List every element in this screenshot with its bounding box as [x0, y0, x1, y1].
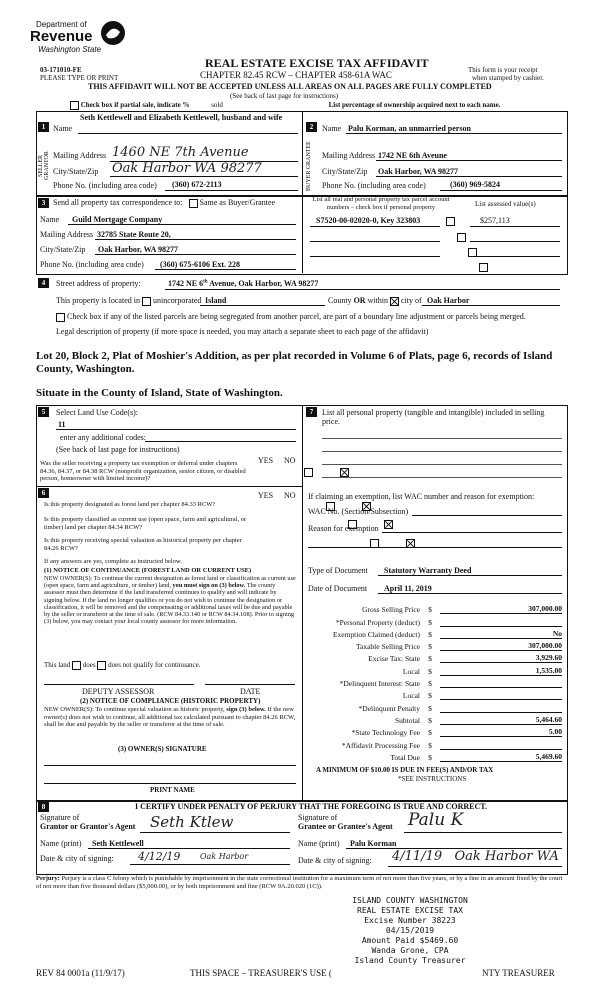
fee-currency: $ [428, 605, 432, 615]
corr-phone: (360) 675-6106 Ext. 228 [160, 260, 240, 269]
land-use-see-back: (See back of last page for instructions) [56, 445, 180, 454]
notice-2-body [44, 706, 296, 729]
seller-phone-line [165, 190, 298, 191]
grantor-date: 4/12/19 [138, 850, 181, 863]
section-3-badge: 3 [38, 198, 49, 208]
fee-label: *Delinquent Penalty [358, 703, 420, 713]
fee-row [306, 737, 562, 749]
seller-city: Oak Harbor WA 98277 [112, 161, 262, 176]
corr-name-label: Name [40, 215, 60, 224]
value-line [470, 256, 560, 257]
print-name-line [44, 783, 296, 784]
historic-question: Is this property receiving special valuation as historical property per chapter 84.26 RCW? [44, 537, 242, 552]
minimum-fee-note: A MINIMUM OF $10.00 IS DUE IN FEE(S) AND/OR TAX [316, 766, 494, 774]
s5-yes: YES [258, 456, 274, 465]
notice-2-c: If the new owner(s) does not wish to continue, all additional tax calculated pursuant to chapter 84.26 RCW, shall be due and payable by the seller or transferor at the time of sale. [44, 706, 296, 728]
corr-mailing-label: Mailing Address [40, 230, 94, 239]
wa-flag-icon [100, 20, 126, 46]
value-line [470, 241, 560, 242]
fee-value: 307,000.00 [440, 604, 562, 614]
treasurer-space-right: NTY TREASURER [482, 968, 555, 978]
grantor-date-line [130, 864, 290, 865]
section-5-badge: 5 [38, 407, 49, 417]
section-8-badge: 8 [38, 802, 49, 812]
rev-number: REV 84 0001a (11/9/17) [36, 968, 125, 978]
wac-line [412, 515, 562, 516]
fee-label: *Personal Property (deduct) [335, 617, 420, 627]
legal-label: Legal description of property (if more space is needed, you may attach a separate sheet to each page of the affidavit) [56, 327, 429, 336]
stamp-line: 04/15/2019 [385, 926, 435, 935]
grantee-sig-label-1: Signature of [298, 813, 338, 822]
grantee-date-line [388, 866, 562, 867]
within-city-checkbox[interactable] [390, 297, 399, 306]
street-address-rest: Avenue, Oak Harbor, WA 98277 [207, 279, 319, 288]
exemption-claim-label: If claiming an exemption, list WAC number and reason for exemption: [308, 492, 535, 501]
stamp-line: Amount Paid $5469.60 [361, 936, 459, 945]
corr-mailing-line [95, 239, 296, 240]
corr-city-label: City/State/Zip [40, 245, 86, 254]
fee-currency: $ [428, 691, 432, 701]
additional-codes-label: enter any additional codes: [60, 433, 146, 442]
fee-currency: $ [428, 728, 432, 738]
fee-label: Local [402, 691, 420, 701]
doc-type-value: Statutory Warranty Deed [384, 566, 472, 575]
grantee-sig-line [404, 832, 562, 833]
buyer-name-label: Name [322, 124, 342, 133]
fee-currency: $ [428, 752, 432, 762]
personal-property-checkbox-4[interactable] [479, 263, 488, 272]
does-label: does [82, 661, 96, 670]
reason-label: Reason for exemption [308, 524, 379, 533]
divider [302, 405, 303, 800]
correspondence-row [53, 198, 275, 208]
buyer-mailing-line [376, 160, 562, 161]
partial-sale-checkbox[interactable] [70, 101, 79, 110]
same-as-buyer-label: Same as Buyer/Grantee [199, 198, 276, 207]
land-use-label: Select Land Use Code(s): [56, 408, 138, 417]
fee-row [306, 688, 562, 700]
fee-table [306, 602, 562, 762]
seller-phone-label: Phone No. (including area code) [53, 181, 157, 190]
corr-phone-line [155, 269, 296, 270]
grantor-name-label: Name (print) [40, 839, 82, 848]
parcel-header: List all real and personal property tax parcel account numbers – check box if personal property [312, 196, 450, 211]
print-name-label: PRINT NAME [150, 786, 195, 794]
unincorporated-checkbox[interactable] [142, 297, 151, 306]
this-land-row [44, 661, 200, 670]
fee-label: Taxable Selling Price [355, 642, 420, 652]
fee-label: *State Technology Fee [351, 728, 420, 738]
completion-warning: THIS AFFIDAVIT WILL NOT BE ACCEPTED UNLESS ALL AREAS ON ALL PAGES ARE FULLY COMPLETED [88, 82, 492, 91]
seller-name: Seth Kettlewell and Elizabeth Kettlewell, husband and wife [80, 113, 283, 122]
logo-dept: Department of [36, 20, 87, 29]
s6-yes: YES [258, 491, 274, 500]
wac-label: WAC No. (Section/Subsection) [308, 507, 409, 516]
street-address [168, 279, 318, 288]
form-number: 03-171010-FE [40, 66, 82, 74]
segregated-checkbox[interactable] [56, 313, 65, 322]
fee-row [306, 750, 562, 762]
fee-row [306, 676, 562, 688]
fee-label: Local [402, 666, 420, 676]
owner-signature-label: (3) OWNER(S) SIGNATURE [118, 745, 207, 753]
doc-date-value: April 11, 2019 [384, 584, 432, 593]
buyer-mailing-label: Mailing Address [322, 151, 376, 160]
buyer-mailing: 1742 NE 6th Aveune [378, 151, 447, 160]
fee-label: Exemption Claimed (deduct) [332, 629, 420, 639]
fee-row [306, 725, 562, 737]
buyer-phone-line [440, 190, 562, 191]
fee-currency: $ [428, 629, 432, 639]
personal-line [322, 464, 562, 465]
notice-1-a: NEW OWNER(S): To continue the current designation as forest land or classification as current use (open space, farm and agriculture, or timber) land, [44, 575, 296, 590]
notice-1-b: you must sign on (3) below. [172, 582, 246, 590]
form-title: REAL ESTATE EXCISE TAX AFFIDAVIT [205, 56, 429, 70]
grantor-name-line [88, 848, 290, 849]
segregated-row [56, 312, 566, 322]
buyer-city-label: City/State/Zip [322, 167, 368, 176]
street-label: Street address of property: [56, 279, 141, 288]
fee-currency: $ [428, 654, 432, 664]
fee-label: *Delinquent Interest: State [339, 679, 420, 689]
personal-property-checkbox-2[interactable] [457, 233, 466, 242]
doc-type-label: Type of Document [308, 566, 368, 575]
stamp-line: REAL ESTATE EXCISE TAX [357, 906, 463, 915]
parcel-line [310, 241, 440, 242]
divider [302, 195, 303, 273]
seller-mailing: 1460 NE 7th Avenue [112, 145, 249, 160]
grantee-sig-label [298, 813, 393, 831]
seller-name-line [78, 133, 298, 134]
receipt-note-1: This form is your receipt [468, 66, 538, 74]
within-label: within [367, 296, 389, 305]
fee-value [440, 703, 562, 713]
perjury-note [36, 875, 566, 891]
section-7-badge: 7 [306, 407, 317, 417]
fee-row [306, 663, 562, 675]
fee-row [306, 614, 562, 626]
fee-row [306, 639, 562, 651]
reason-line-2 [308, 547, 562, 548]
value-line [470, 226, 560, 227]
fee-label: Excise Tax: State [368, 654, 420, 664]
this-land-label: This land [44, 661, 71, 670]
exemption-question: Was the seller receiving a property tax exemption or deferral under chapters 84.36, 84.37, or 84.38 RCW (nonprofit organization, senior citizen, or disabled person, homeowner with limited income)? [40, 460, 246, 482]
fee-row [306, 700, 562, 712]
notice-1-body [44, 575, 296, 625]
fee-row [306, 713, 562, 725]
notice-1-c: The county assessor must then determine if the land transferred continues to qualify and will indicate by signing below. If the land no longer qualifies or you do not wish to continue the designation or classification, it will be removed and the compensating or additional taxes will be due and payable by the seller or transferor at the time of sale. (RCW 84.33.140 or RCW 84.34.108). Prior to signing (3) below, you may contact your local county assessor for more information. [44, 582, 295, 626]
perjury-label: Perjury: [36, 875, 60, 882]
fee-row [306, 602, 562, 614]
divider [36, 486, 302, 487]
section-6-badge: 6 [38, 488, 49, 498]
partial-sale-row [70, 101, 570, 110]
notice-1-title: (1) NOTICE OF CONTINUANCE (FOREST LAND OR CURRENT USE) [44, 567, 252, 574]
corr-city-line [95, 254, 296, 255]
county-value: Island [205, 296, 227, 305]
grantor-sig-label-2: Grantor or Grantor's Agent [40, 822, 136, 831]
grantee-signature: Palu K [408, 810, 464, 830]
county-label: County [328, 296, 352, 305]
street-line [165, 289, 560, 290]
fee-value: 5.00 [440, 727, 562, 737]
date-line [205, 684, 295, 685]
forest-question: Is this property designated as forest land per chapter 84.33 RCW? [44, 501, 216, 508]
grantee-sig-label-2: Grantee or Grantee's Agent [298, 822, 393, 831]
perjury-text: Perjury is a class C felony which is punishable by imprisonment in the state correctional institution for a maximum term of not more than five years, or by a fine in an amount fixed by the court of not more than five thousand dollars ($5,000.00), or by both imprisonment and fine (RCW 9A.20.020 (1C)). [36, 875, 563, 890]
seller-name-label: Name [53, 124, 73, 133]
city-value: Oak Harbor [427, 296, 470, 305]
does-not-checkbox[interactable] [97, 661, 106, 670]
segregated-label: Check box if any of the listed parcels are being segregated from another parcel, are part of a boundary line adjustment or parcels being merged. [67, 312, 526, 321]
seller-phone: (360) 672-2113 [172, 180, 222, 189]
partial-sale-label: Check box if partial sale, indicate % [80, 101, 190, 110]
receipt-note-2: when stamped by cashier. [472, 74, 544, 82]
additional-codes-line [145, 441, 296, 442]
fee-label: Gross Selling Price [362, 605, 420, 615]
personal-line [322, 477, 562, 478]
seller-city-label: City/State/Zip [53, 167, 99, 176]
personal-line [322, 438, 562, 439]
seller-city-line [110, 176, 298, 177]
parcel-line [310, 226, 440, 227]
grantor-city: Oak Harbor [200, 852, 249, 861]
correspondence-label: Send all property tax correspondence to: [53, 198, 183, 207]
stamp-line: Island County Treasurer [354, 956, 466, 965]
fee-row [306, 651, 562, 663]
same-as-buyer-checkbox[interactable] [189, 199, 198, 208]
doc-date-label: Date of Document [308, 584, 368, 593]
grantee-date-city: 4/11/19 Oak Harbor WA [392, 849, 559, 864]
street-address-main: 1742 NE 6 [168, 279, 204, 288]
section-1-badge: 1 [38, 122, 49, 132]
seller-mailing-label: Mailing Address [53, 151, 107, 160]
unincorporated-label: unincorporated [152, 296, 202, 305]
logo-revenue: Revenue [30, 28, 93, 45]
exemption-yes-checkbox[interactable] [304, 468, 313, 477]
deputy-line [44, 684, 194, 685]
fee-value: No [440, 629, 562, 639]
certify-statement: I CERTIFY UNDER PENALTY OF PERJURY THAT THE FOREGOING IS TRUE AND CORRECT. [135, 802, 488, 811]
fee-value [440, 740, 562, 750]
form-subtitle: CHAPTER 82.45 RCW – CHAPTER 458-61A WAC [200, 70, 392, 80]
located-row [56, 296, 201, 306]
fee-currency: $ [428, 617, 432, 627]
fee-value: 307,000.00 [440, 641, 562, 651]
personal-property-label: List all personal property (tangible and intangible) included in selling price. [322, 408, 545, 426]
corr-mailing: 32785 State Route 20, [97, 230, 171, 239]
receipt-note [468, 66, 544, 82]
located-label: This property is located in [56, 296, 140, 305]
deputy-assessor-label: DEPUTY ASSESSOR [82, 687, 155, 696]
fee-value: 1,535.00 [440, 666, 562, 676]
grantee-name-label: Name (print) [298, 839, 340, 848]
exemption-no-checkbox[interactable] [340, 468, 349, 477]
corr-phone-label: Phone No. (including area code) [40, 260, 144, 269]
stamp-line: Wanda Grone, CPA [371, 946, 449, 955]
current-use-question: Is this property classified as current use (open space, farm and agricultural, or timber) land per chapter 84.34 RCW? [44, 516, 247, 531]
reason-line-1 [382, 532, 562, 533]
fee-value [440, 617, 562, 627]
corr-name-line [68, 224, 296, 225]
county-line [200, 305, 325, 306]
fee-currency: $ [428, 679, 432, 689]
land-use-code: 11 [58, 420, 66, 429]
corr-city: Oak Harbor, WA 98277 [98, 245, 179, 254]
county-or-within [328, 296, 422, 306]
city-line [422, 305, 560, 306]
or-label: OR [353, 296, 366, 305]
parcel-line [310, 256, 440, 257]
current-use-no-checkbox[interactable] [384, 520, 393, 529]
fee-value: 5,464.60 [440, 715, 562, 725]
buyer-phone-label: Phone No. (including area code) [322, 181, 426, 190]
fee-currency: $ [428, 740, 432, 750]
fee-row [306, 627, 562, 639]
stamp-line: Excise Number 38223 [364, 916, 456, 925]
owner-signature-line [44, 765, 296, 766]
buyer-name-line [346, 133, 562, 134]
grantor-sig-label [40, 813, 135, 831]
see-instructions-note: *SEE INSTRUCTIONS [398, 775, 467, 783]
treasurer-space-left: THIS SPACE – TREASURER'S USE ( [190, 968, 332, 978]
doc-date-line [378, 593, 562, 594]
sold-label: sold [211, 101, 223, 110]
s5-no: NO [284, 456, 296, 465]
see-back-note: (See back of last page for instructions) [230, 92, 339, 100]
divider [302, 111, 303, 195]
street-address-sup: th [203, 279, 208, 285]
fee-value [440, 678, 562, 688]
grantee-name: Palu Korman [350, 839, 397, 848]
fee-label: Total Due [390, 752, 420, 762]
does-checkbox[interactable] [72, 661, 81, 670]
grantor-sig-label-1: Signature of [40, 813, 80, 822]
fee-currency: $ [428, 703, 432, 713]
notice-2-title: (2) NOTICE OF COMPLIANCE (HISTORIC PROPERTY) [80, 697, 261, 705]
s6-no: NO [284, 491, 296, 500]
grantor-name: Seth Kettlewell [92, 839, 144, 848]
corr-name: Guild Mortgage Company [72, 215, 163, 224]
grantor-signature: Seth Ktlew [150, 813, 234, 831]
grantor-sig-line [140, 832, 290, 833]
fee-label: *Affidavit Processing Fee [341, 740, 420, 750]
fee-value: 3,929.60 [440, 653, 562, 663]
land-use-line [56, 429, 296, 430]
assessed-header: List assessed value(s) [475, 200, 536, 208]
treasurer-stamp [330, 896, 490, 966]
buyer-city-line [376, 176, 562, 177]
fee-currency: $ [428, 642, 432, 652]
type-or-print: PLEASE TYPE OR PRINT [40, 74, 119, 82]
legal-description: Lot 20, Block 2, Plat of Moshier's Addition, as per plat recorded in Volume 6 of Plats, page 6, records of Island County, Washington. [36, 350, 553, 375]
ownership-note: List percentage of ownership acquired next to each name. [328, 101, 501, 110]
seller-grantor-label: SELLER GRANTOR [38, 151, 50, 181]
date-label: DATE [240, 687, 261, 696]
if-yes-note: If any answers are yes, complete as instructed below. [44, 558, 182, 565]
grantor-date-label: Date & city of signing: [40, 854, 114, 863]
fee-value [440, 690, 562, 700]
personal-line [322, 451, 562, 452]
fee-value: 5,469.60 [440, 752, 562, 762]
personal-property-checkbox-1[interactable] [446, 217, 455, 226]
section-4-badge: 4 [38, 278, 49, 288]
buyer-phone: (360) 969-5824 [450, 180, 500, 189]
fee-currency: $ [428, 715, 432, 725]
doc-type-line [378, 575, 562, 576]
city-of-label: city of [401, 296, 422, 305]
stamp-line: ISLAND COUNTY WASHINGTON [352, 896, 468, 905]
logo-state: Washington State [38, 45, 102, 54]
buyer-grantee-label: BUYER GRANTEE [306, 141, 312, 191]
notice-2-a: NEW OWNER(S): To continue special valuation as historic property, [44, 706, 225, 713]
assessed-value: $257,113 [480, 216, 510, 225]
buyer-name: Palu Korman, an unmarried person [348, 124, 471, 133]
does-not-label: does not qualify for continuance. [108, 661, 201, 670]
dor-logo [30, 20, 130, 60]
fee-currency: $ [428, 666, 432, 676]
parcel-number: S7520-00-02020-0, Key 323803 [316, 216, 421, 225]
notice-2-b: sign (3) below. [226, 706, 266, 713]
situate-line: Situate in the County of Island, State of Washington. [36, 387, 283, 399]
fee-label: Subtotal [394, 715, 420, 725]
grantee-date-label: Date & city of signing: [298, 856, 372, 865]
buyer-city: Oak Harbor, WA 98277 [378, 167, 459, 176]
section-2-badge: 2 [306, 122, 317, 132]
